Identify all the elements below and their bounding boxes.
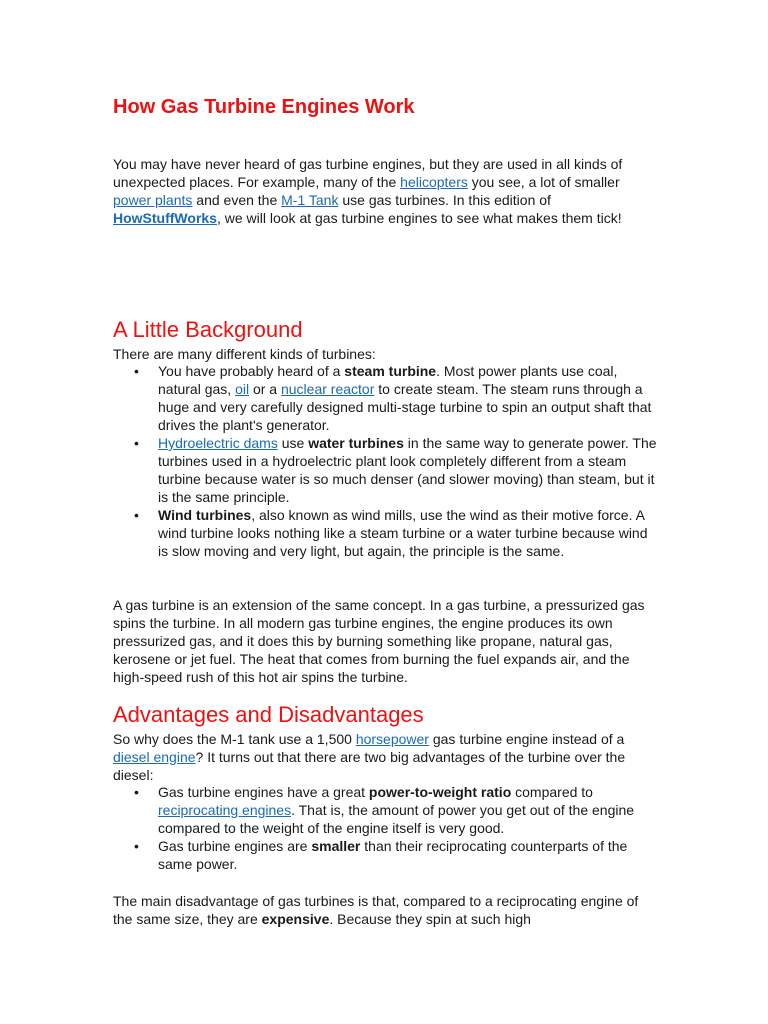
- list-item: [113, 783, 658, 837]
- smaller-term: smaller: [311, 838, 361, 854]
- list-item: [113, 362, 658, 434]
- list-text: You have probably heard of a: [158, 363, 345, 379]
- water-turbines-term: water turbines: [308, 435, 404, 451]
- list-item: [113, 434, 658, 506]
- section-heading-advantages: Advantages and Disadvantages: [113, 702, 424, 727]
- background-lead: There are many different kinds of turbines:: [113, 346, 376, 362]
- lead-text: So why does the M-1 tank use a 1,500: [113, 731, 356, 747]
- page-title: How Gas Turbine Engines Work: [113, 96, 415, 118]
- list-text: in the same way to generate power. The turbines used in a hydroelectric plant look completely different from a steam turbine because water is so much denser (and slower moving) than steam, but it is the same principle.: [158, 435, 657, 505]
- disadvantage-paragraph: [113, 892, 658, 928]
- list-text: than their reciprocating counterparts of the same power.: [158, 838, 628, 872]
- list-text: Gas turbine engines have a great: [158, 784, 369, 800]
- oil-link[interactable]: oil: [235, 381, 250, 397]
- hydroelectric-dams-link[interactable]: Hydroelectric dams: [158, 435, 278, 451]
- intro-text: you see, a lot of smaller: [467, 174, 620, 190]
- list-text: to create steam. The steam runs through a huge and very carefully designed multi-stage turbine to spin an output shaft that drives the plant's generator.: [158, 381, 652, 433]
- gas-turbine-paragraph: A gas turbine is an extension of the same concept. In a gas turbine, a pressurized gas spins the turbine. In all modern gas turbine engines, the engine produces its own pressurized gas, and it does this by burning something like propane, natural gas, kerosene or jet fuel. The heat that comes from burning the fuel expands air, and the high-speed rush of this hot air spins the turbine.: [113, 597, 645, 685]
- power-to-weight-term: power-to-weight ratio: [368, 784, 512, 800]
- list-text: . That is, the amount of power you get out of the engine compared to the weight of the engine itself is very good.: [158, 802, 635, 836]
- power-plants-link[interactable]: power plants: [113, 192, 193, 208]
- intro-text: You may have never heard of gas turbine engines, but they are used in all kinds of unexpected places. For example, many of the: [113, 156, 623, 190]
- intro-text: use gas turbines. In this edition of: [338, 192, 551, 208]
- horsepower-link[interactable]: horsepower: [355, 731, 429, 747]
- intro-paragraph: [113, 155, 658, 227]
- list-item: [113, 837, 658, 873]
- intro-text: , we will look at gas turbine engines to see what makes them tick!: [216, 210, 622, 226]
- list-item: [113, 506, 658, 560]
- list-text: . Most power plants use coal, natural gas,: [158, 363, 618, 397]
- list-text: Gas turbine engines are: [158, 838, 312, 854]
- intro-text: and even the: [192, 192, 282, 208]
- lead-text: gas turbine engine instead of a: [428, 731, 625, 747]
- wind-turbines-term: Wind turbines: [158, 507, 252, 523]
- lead-text: ? It turns out that there are two big advantages of the turbine over the diesel:: [113, 749, 626, 783]
- diesel-engine-link[interactable]: diesel engine: [113, 749, 196, 765]
- steam-turbine-term: steam turbine: [344, 363, 437, 379]
- list-text: , also known as wind mills, use the wind as their motive force. A wind turbine looks nothing like a steam turbine or a water turbine because wind is slow moving and very light, but again, the principle is the same.: [158, 507, 648, 559]
- expensive-term: expensive: [261, 911, 330, 927]
- section-heading-background: A Little Background: [113, 317, 303, 342]
- list-text: compared to: [511, 784, 593, 800]
- nuclear-reactor-link[interactable]: nuclear reactor: [280, 381, 375, 397]
- reciprocating-engines-link[interactable]: reciprocating engines: [158, 802, 292, 818]
- m1-tank-link[interactable]: M-1 Tank: [281, 192, 339, 208]
- paragraph-text: The main disadvantage of gas turbines is that, compared to a reciprocating engine of the same size, they are: [113, 893, 639, 927]
- howstuffworks-link[interactable]: HowStuffWorks: [113, 210, 217, 226]
- paragraph-text: . Because they spin at such high: [329, 911, 531, 927]
- advantages-lead: [113, 730, 658, 784]
- advantages-list: [113, 783, 658, 873]
- turbine-types-list: [113, 362, 658, 560]
- list-text: use: [277, 435, 309, 451]
- helicopters-link[interactable]: helicopters: [400, 174, 468, 190]
- list-text: or a: [249, 381, 281, 397]
